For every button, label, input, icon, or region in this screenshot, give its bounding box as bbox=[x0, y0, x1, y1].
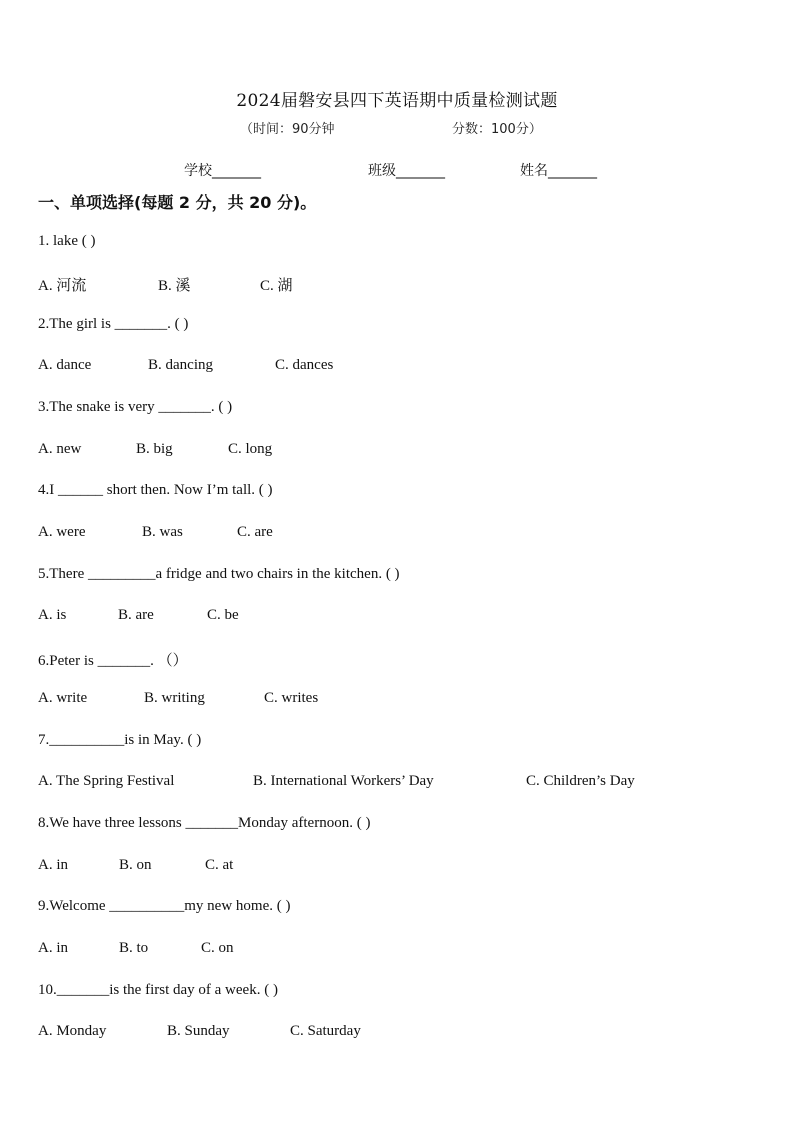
question-8: 8.We have three lessons _______Monday afternoon. ( ) bbox=[38, 815, 371, 831]
question-6: 6.Peter is _______. （） bbox=[38, 653, 188, 669]
option-a[interactable]: A. dance bbox=[38, 357, 92, 373]
option-c[interactable]: C. are bbox=[237, 524, 273, 540]
question-1: 1. lake ( ) bbox=[38, 233, 96, 249]
question-10: 10._______is the first day of a week. ( ) bbox=[38, 982, 278, 998]
school-field[interactable]: 学校_______ bbox=[184, 163, 261, 179]
option-c[interactable]: C. on bbox=[201, 940, 234, 956]
option-b[interactable]: B. on bbox=[119, 857, 152, 873]
option-c[interactable]: C. long bbox=[228, 441, 273, 457]
option-b[interactable]: B. dancing bbox=[148, 357, 213, 373]
option-c[interactable]: C. Children’s Day bbox=[526, 773, 635, 789]
option-b[interactable]: B. big bbox=[136, 441, 173, 457]
option-c[interactable]: C. writes bbox=[264, 690, 319, 706]
total-score: 分数：100分） bbox=[452, 122, 542, 137]
option-c[interactable]: C. be bbox=[207, 607, 239, 623]
question-2: 2.The girl is _______. ( ) bbox=[38, 316, 189, 332]
option-a[interactable]: A. in bbox=[38, 857, 68, 873]
question-3: 3.The snake is very _______. ( ) bbox=[38, 399, 233, 415]
option-a[interactable]: A. new bbox=[38, 441, 82, 457]
option-b[interactable]: B. 溪 bbox=[158, 278, 191, 294]
page-title: 2024届磐安县四下英语期中质量检测试题 bbox=[236, 91, 558, 111]
class-field[interactable]: 班级_______ bbox=[368, 163, 445, 179]
option-c[interactable]: C. at bbox=[205, 857, 234, 873]
option-a[interactable]: A. Monday bbox=[38, 1023, 107, 1039]
option-b[interactable]: B. was bbox=[142, 524, 183, 540]
option-b[interactable]: B. International Workers’ Day bbox=[253, 773, 434, 789]
option-a[interactable]: A. in bbox=[38, 940, 68, 956]
question-5: 5.There _________a fridge and two chairs in the kitchen. ( ) bbox=[38, 566, 400, 582]
question-4: 4.I ______ short then. Now I’m tall. ( ) bbox=[38, 482, 273, 498]
time-limit: （时间：90分钟 bbox=[240, 122, 335, 137]
option-a[interactable]: A. is bbox=[38, 607, 67, 623]
question-9: 9.Welcome __________my new home. ( ) bbox=[38, 898, 291, 914]
option-a[interactable]: A. 河流 bbox=[38, 278, 87, 294]
option-b[interactable]: B. are bbox=[118, 607, 154, 623]
name-field[interactable]: 姓名_______ bbox=[520, 163, 597, 179]
option-a[interactable]: A. write bbox=[38, 690, 88, 706]
question-7: 7.__________is in May. ( ) bbox=[38, 732, 202, 748]
option-c[interactable]: C. Saturday bbox=[290, 1023, 361, 1039]
section-title: 一、单项选择(每题 2 分，共 20 分)。 bbox=[38, 193, 317, 212]
option-b[interactable]: B. to bbox=[119, 940, 149, 956]
exam-info bbox=[240, 118, 542, 137]
option-a[interactable]: A. The Spring Festival bbox=[38, 773, 175, 789]
option-b[interactable]: B. writing bbox=[144, 690, 205, 706]
option-b[interactable]: B. Sunday bbox=[167, 1023, 230, 1039]
option-c[interactable]: C. dances bbox=[275, 357, 334, 373]
option-a[interactable]: A. were bbox=[38, 524, 86, 540]
option-c[interactable]: C. 湖 bbox=[260, 278, 293, 294]
